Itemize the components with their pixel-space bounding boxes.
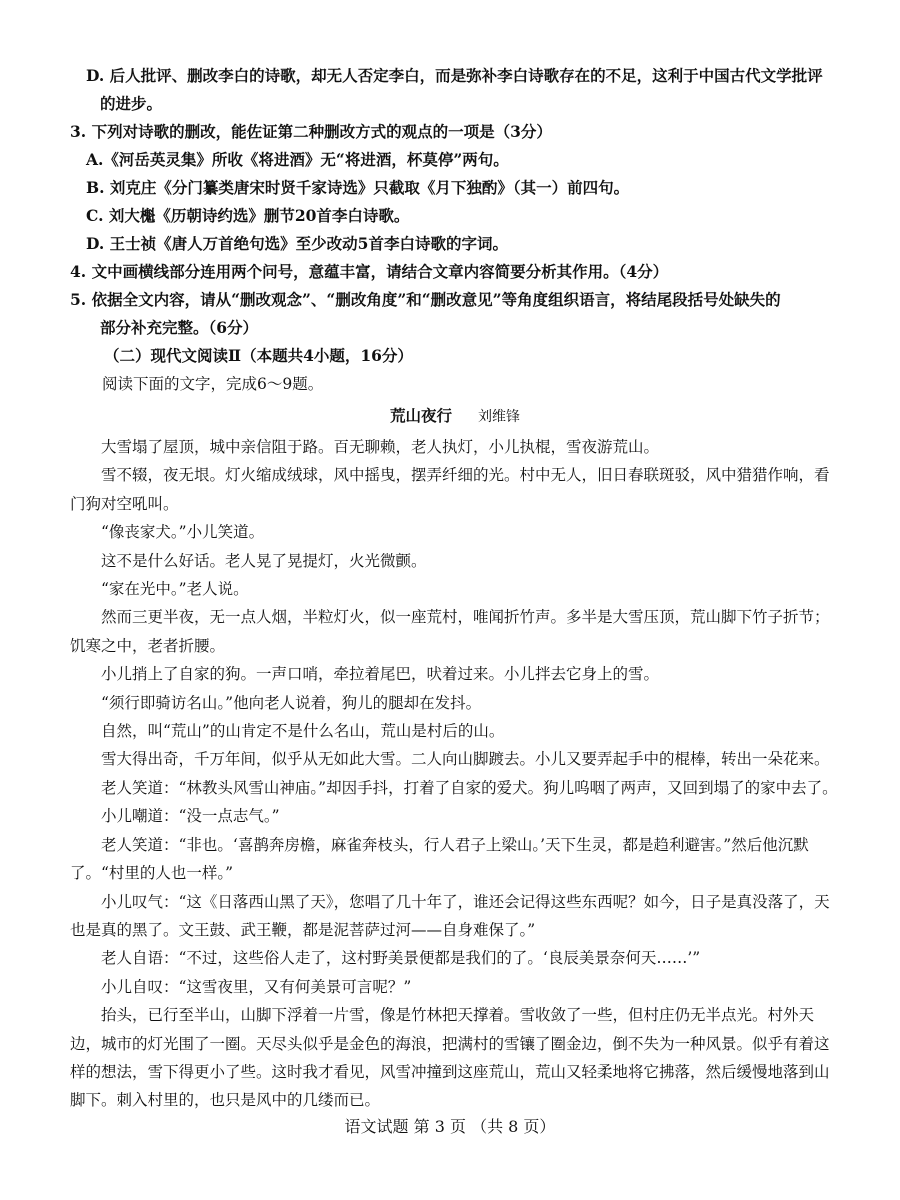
story-paragraph: 自然，叫“荒山”的山肯定不是什么名山，荒山是村后的山。 — [101, 722, 505, 741]
question-4: 4. 文中画横线部分连用两个问号，意蕴丰富，请结合文章内容简要分析其作用。（4分） — [70, 262, 669, 281]
question-3-option-a: A.《河岳英灵集》所收《将进酒》无“将进酒，杯莫停”两句。 — [86, 150, 509, 169]
section-heading: （二）现代文阅读Ⅱ（本题共4小题，16分） — [104, 346, 413, 365]
question-3-option-b: B. 刘克庄《分门纂类唐宋时贤千家诗选》只截取《月下独酌》（其一）前四句。 — [86, 178, 630, 197]
story-paragraph: 老人自语：“不过，这些俗人走了，这村野美景便都是我们的了。‘良辰美景奈何天……’” — [101, 949, 701, 968]
story-paragraph: 小儿叹气：“这《日落西山黑了天》，您唱了几十年了，谁还会记得这些东西呢？如今，日子是真没落了，天也是真的黑了。文王鼓、武王鞭，都是泥菩萨过河——自身难保了。” — [70, 892, 830, 939]
question-3: 3. 下列对诗歌的删改，能佐证第二种删改方式的观点的一项是（3分） — [70, 122, 552, 141]
page-footer: 语文试题 第 3 页 （共 8 页） — [344, 1117, 556, 1136]
story-paragraph: 小儿自叹：“这雪夜里，又有何美景可言呢？” — [101, 977, 412, 996]
story-paragraph: 老人笑道：“林教头风雪山神庙。”却因手抖，打着了自家的爱犬。狗儿呜咽了两声，又回到塌了的家中去了。 — [101, 778, 838, 797]
story-paragraph: “须行即骑访名山。”他向老人说着，狗儿的腿却在发抖。 — [101, 693, 482, 712]
story-paragraph: 然而三更半夜，无一点人烟，半粒灯火，似一座荒村，唯闻折竹声。多半是大雪压顶，荒山脚下竹子折节；饥寒之中，老者折腰。 — [70, 608, 830, 655]
page-content — [70, 62, 840, 1115]
reading-instruction: 阅读下面的文字，完成6～9题。 — [102, 375, 324, 393]
story-body — [70, 433, 840, 1115]
question-3-option-c: C. 刘大櫆《历朝诗约选》删节20首李白诗歌。 — [86, 206, 410, 225]
story-paragraph: 雪不辍，夜无垠。灯火缩成绒球，风中摇曳，摆弄纤细的光。村中无人，旧日春联斑驳，风中猎猎作响，看门狗对空吼叫。 — [70, 466, 830, 513]
story-paragraph: “像丧家犬。”小儿笑道。 — [101, 523, 265, 542]
question-3-option-d: D. 王士祯《唐人万首绝句选》至少改动5首李白诗歌的字词。 — [86, 234, 508, 253]
story-paragraph: 大雪塌了屋顶，城中亲信阻于路。百无聊赖，老人执灯，小儿执棍，雪夜游荒山。 — [101, 438, 660, 456]
story-paragraph: “家在光中。”老人说。 — [101, 580, 249, 599]
story-paragraph: 老人笑道：“非也。‘喜鹊奔房檐，麻雀奔枝头，行人君子上梁山。’天下生灵，都是趋利避害。”然后他沉默了。“村里的人也一样。” — [70, 835, 809, 883]
story-paragraph: 雪大得出奇，千万年间，似乎从无如此大雪。二人向山脚踱去。小儿又要弄起手中的棍棒，转出一朵花来。 — [101, 750, 830, 769]
story-title-line — [70, 402, 840, 431]
story-paragraph: 小儿捎上了自家的狗。一声口哨，牵拉着尾巴，吠着过来。小儿拌去它身上的雪。 — [101, 665, 660, 684]
question-2-option-d-line2: 的进步。 — [100, 94, 163, 113]
story-author: 刘维锋 — [478, 409, 520, 425]
story-paragraph: 抬头，已行至半山，山脚下浮着一片雪，像是竹林把天撑着。雪收敛了一些，但村庄仍无半点光。村外天边，城市的灯光围了一圈。天尽头似乎是金色的海浪，把满村的雪镶了圈金边，倒不失为一种风景。似乎有着这样的想法，雪下得更小了些。这时我才看见，风雪冲撞到这座荒山，荒山又轻柔地将它拂落，然后缓慢地落到山脚下。刺入村里的，也只是风中的几缕而已。 — [70, 1006, 830, 1110]
story-title: 荒山夜行 — [389, 406, 452, 425]
story-paragraph: 这不是什么好话。老人晃了晃提灯，火光微颤。 — [101, 551, 427, 570]
story-paragraph: 小儿嘲道：“没一点志气。” — [101, 807, 280, 826]
question-5-line1: 5. 依据全文内容，请从“删改观念”、“删改角度”和“删改意见”等角度组织语言，将结尾段括号处缺失的 — [70, 290, 781, 309]
question-2-option-d-line1: D. 后人批评、删改李白的诗歌，却无人否定李白，而是弥补李白诗歌存在的不足，这利于中国古代文学批评 — [86, 66, 823, 85]
question-5-line2: 部分补充完整。（6分） — [100, 318, 259, 337]
